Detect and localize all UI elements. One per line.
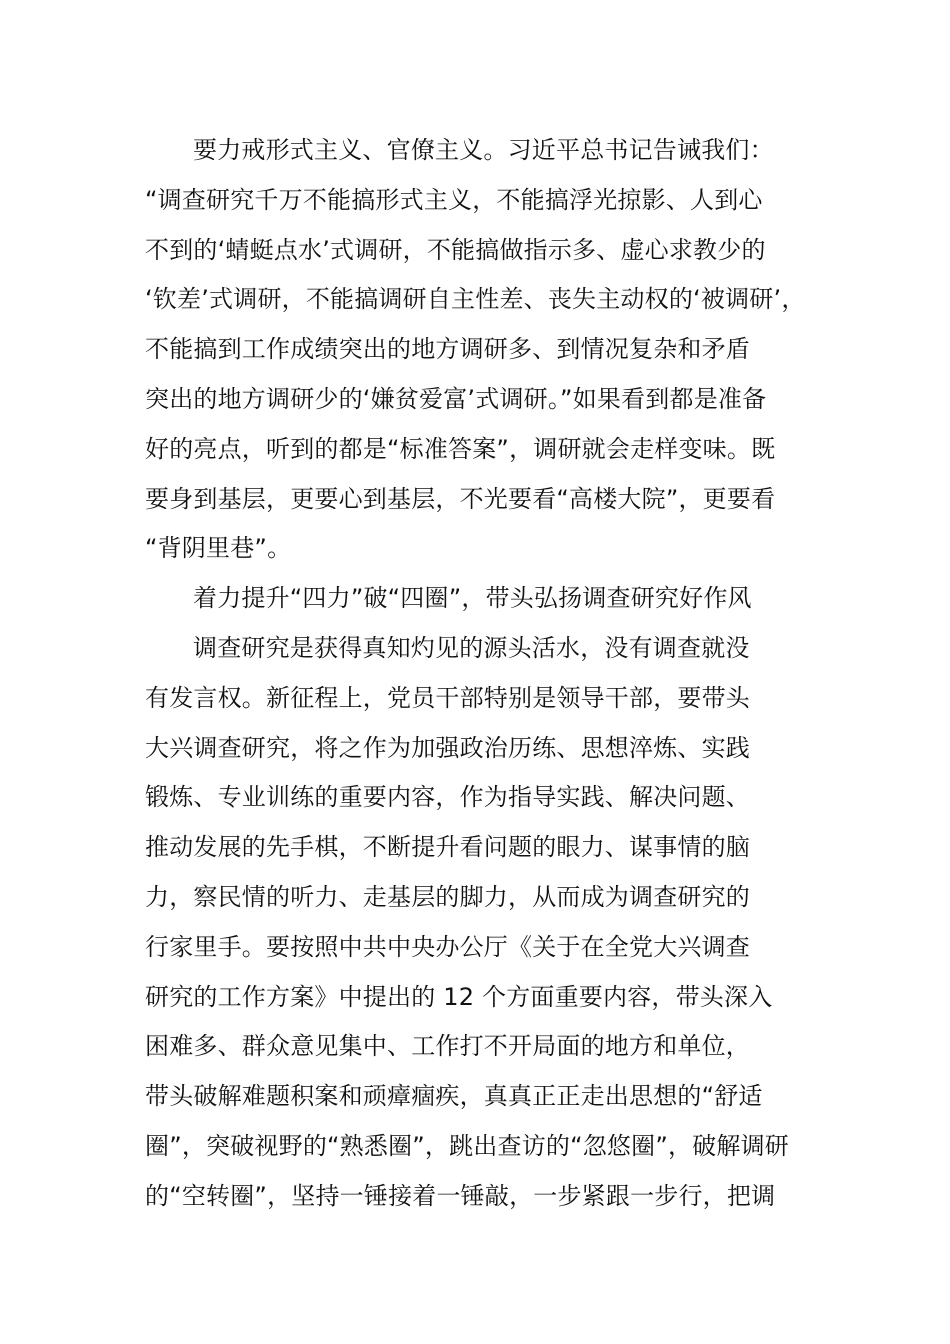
text-line: 突出的地方调研少的‘嫌贫爱富’式调研。”如果看到都是准备 — [145, 384, 767, 413]
text-line: 研究的工作方案》中提出的 12 个方面重要内容，带头深入 — [145, 982, 773, 1011]
text-line: 要身到基层，更要心到基层，不光要看“高楼大院”，更要看 — [145, 484, 776, 513]
text-line: 好的亮点，听到的都是“标准答案”，调研就会走样变味。既 — [145, 434, 776, 463]
text-line: “背阴里巷”。 — [145, 534, 292, 563]
text-line: 困难多、群众意见集中、工作打不开局面的地方和单位， — [145, 1032, 750, 1061]
document-body — [145, 126, 810, 1222]
text-line: 不能搞到工作成绩突出的地方调研多、到情况复杂和矛盾 — [145, 335, 750, 364]
text-line: ‘钦差’式调研，不能搞调研自主性差、丧失主动权的‘被调研’， — [145, 285, 806, 314]
text-line: 锻炼、专业训练的重要内容，作为指导实践、解决问题、 — [145, 783, 750, 812]
text-line: 行家里手。要按照中共中央办公厅《关于在全党大兴调查 — [145, 932, 750, 961]
text-line: 调查研究是获得真知灼见的源头活水，没有调查就没 — [193, 633, 750, 662]
text-line: 力，察民情的听力、走基层的脚力，从而成为调查研究的 — [145, 882, 750, 911]
text-line: 要力戒形式主义、官僚主义。习近平总书记告诫我们： — [193, 136, 774, 164]
text-line: 圈”，突破视野的“熟悉圈”，跳出查访的“忽悠圈”，破解调研 — [145, 1131, 789, 1160]
text-line: “调查研究千万不能搞形式主义，不能搞浮光掠影、人到心 — [145, 185, 763, 214]
text-line: 推动发展的先手棋，不断提升看问题的眼力、谋事情的脑 — [145, 833, 750, 862]
text-line: 有发言权。新征程上，党员干部特别是领导干部，要带头 — [145, 683, 750, 712]
text-line: 不到的‘蜻蜓点水’式调研，不能搞做指示多、虚心求教少的 — [145, 235, 766, 264]
text-line: 带头破解难题积案和顽瘴痼疾，真真正正走出思想的“舒适 — [145, 1082, 763, 1111]
text-line: 的“空转圈”，坚持一锤接着一锤敲，一步紧跟一步行，把调 — [145, 1181, 776, 1210]
text-line: 着力提升“四力”破“四圈”，带头弘扬调查研究好作风 — [193, 584, 752, 613]
text-line: 大兴调查研究，将之作为加强政治历练、思想淬炼、实践 — [145, 733, 750, 762]
